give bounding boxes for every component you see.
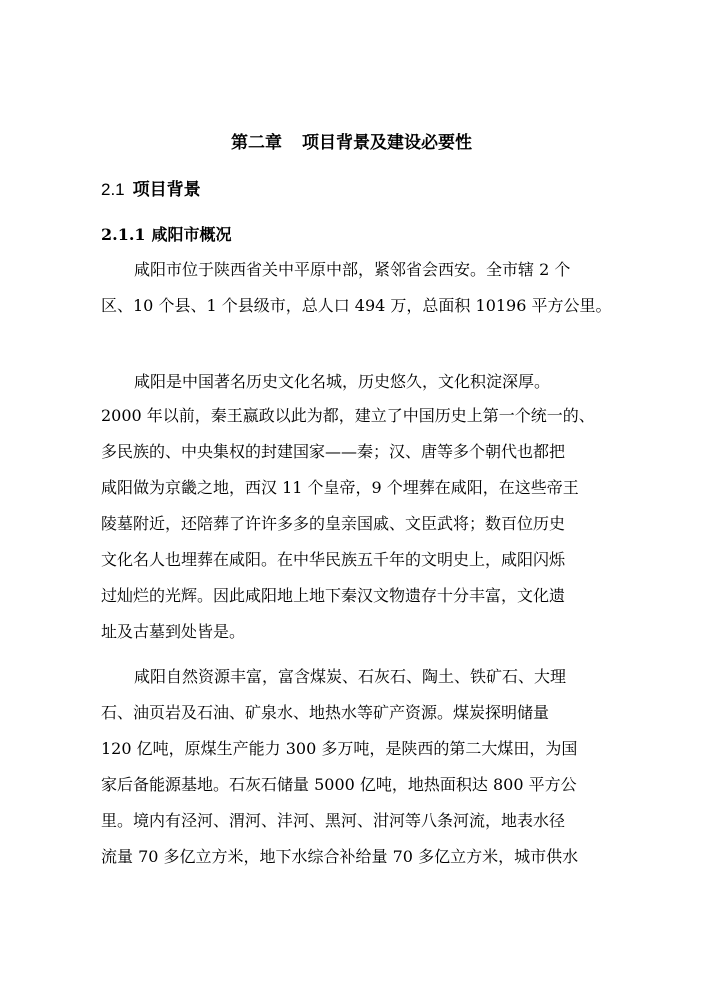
text-line: 区、10 个县、1 个县级市，总人口 494 万，总面积 10196 平方公里。 bbox=[101, 296, 612, 315]
section-number: 2.1 bbox=[101, 180, 125, 199]
section-title: 项目背景 bbox=[132, 180, 201, 200]
text-line: 家后备能源基地。石灰石储量 5000 亿吨，地热面积达 800 平方公 bbox=[101, 775, 577, 794]
chapter-heading bbox=[0, 131, 703, 155]
text-line: 咸阳是中国著名历史文化名城，历史悠久，文化积淀深厚。 bbox=[134, 372, 551, 391]
subsection-heading bbox=[101, 223, 232, 247]
text-line: 120 亿吨，原煤生产能力 300 多万吨，是陕西的第二大煤田，为国 bbox=[101, 739, 578, 758]
text-line: 流量 70 多亿立方米，地下水综合补给量 70 多亿立方米，城市供水 bbox=[101, 847, 579, 866]
section-heading bbox=[101, 178, 201, 202]
text-line: 多民族的、中央集权的封建国家——秦；汉、唐等多个朝代也都把 bbox=[101, 442, 566, 461]
text-line: 过灿烂的光辉。因此咸阳地上地下秦汉文物遗存十分丰富，文化遗 bbox=[101, 586, 566, 605]
text-line: 2000 年以前，秦王嬴政以此为都，建立了中国历史上第一个统一的、 bbox=[101, 406, 595, 425]
text-line: 陵墓附近，还陪葬了许许多多的皇亲国戚、文臣武将；数百位历史 bbox=[101, 514, 566, 533]
chapter-label: 第二章 bbox=[231, 133, 282, 153]
text-line: 咸阳自然资源丰富，富含煤炭、石灰石、陶土、铁矿石、大理 bbox=[134, 667, 567, 686]
subsection-number: 2.1.1 bbox=[101, 225, 146, 244]
text-line: 石、油页岩及石油、矿泉水、地热水等矿产资源。煤炭探明储量 bbox=[101, 703, 550, 722]
text-line: 址及古墓到处皆是。 bbox=[101, 622, 246, 641]
subsection-title: 咸阳市概况 bbox=[151, 225, 232, 244]
text-line: 文化名人也埋葬在咸阳。在中华民族五千年的文明史上，咸阳闪烁 bbox=[101, 550, 566, 569]
text-line: 里。境内有泾河、渭河、沣河、黑河、泔河等八条河流，地表水径 bbox=[101, 811, 566, 830]
text-line: 咸阳市位于陕西省关中平原中部，紧邻省会西安。全市辖 2 个 bbox=[134, 260, 571, 279]
text-line: 咸阳做为京畿之地，西汉 11 个皇帝，9 个埋葬在咸阳，在这些帝王 bbox=[101, 478, 579, 497]
chapter-title: 项目背景及建设必要性 bbox=[302, 133, 472, 153]
